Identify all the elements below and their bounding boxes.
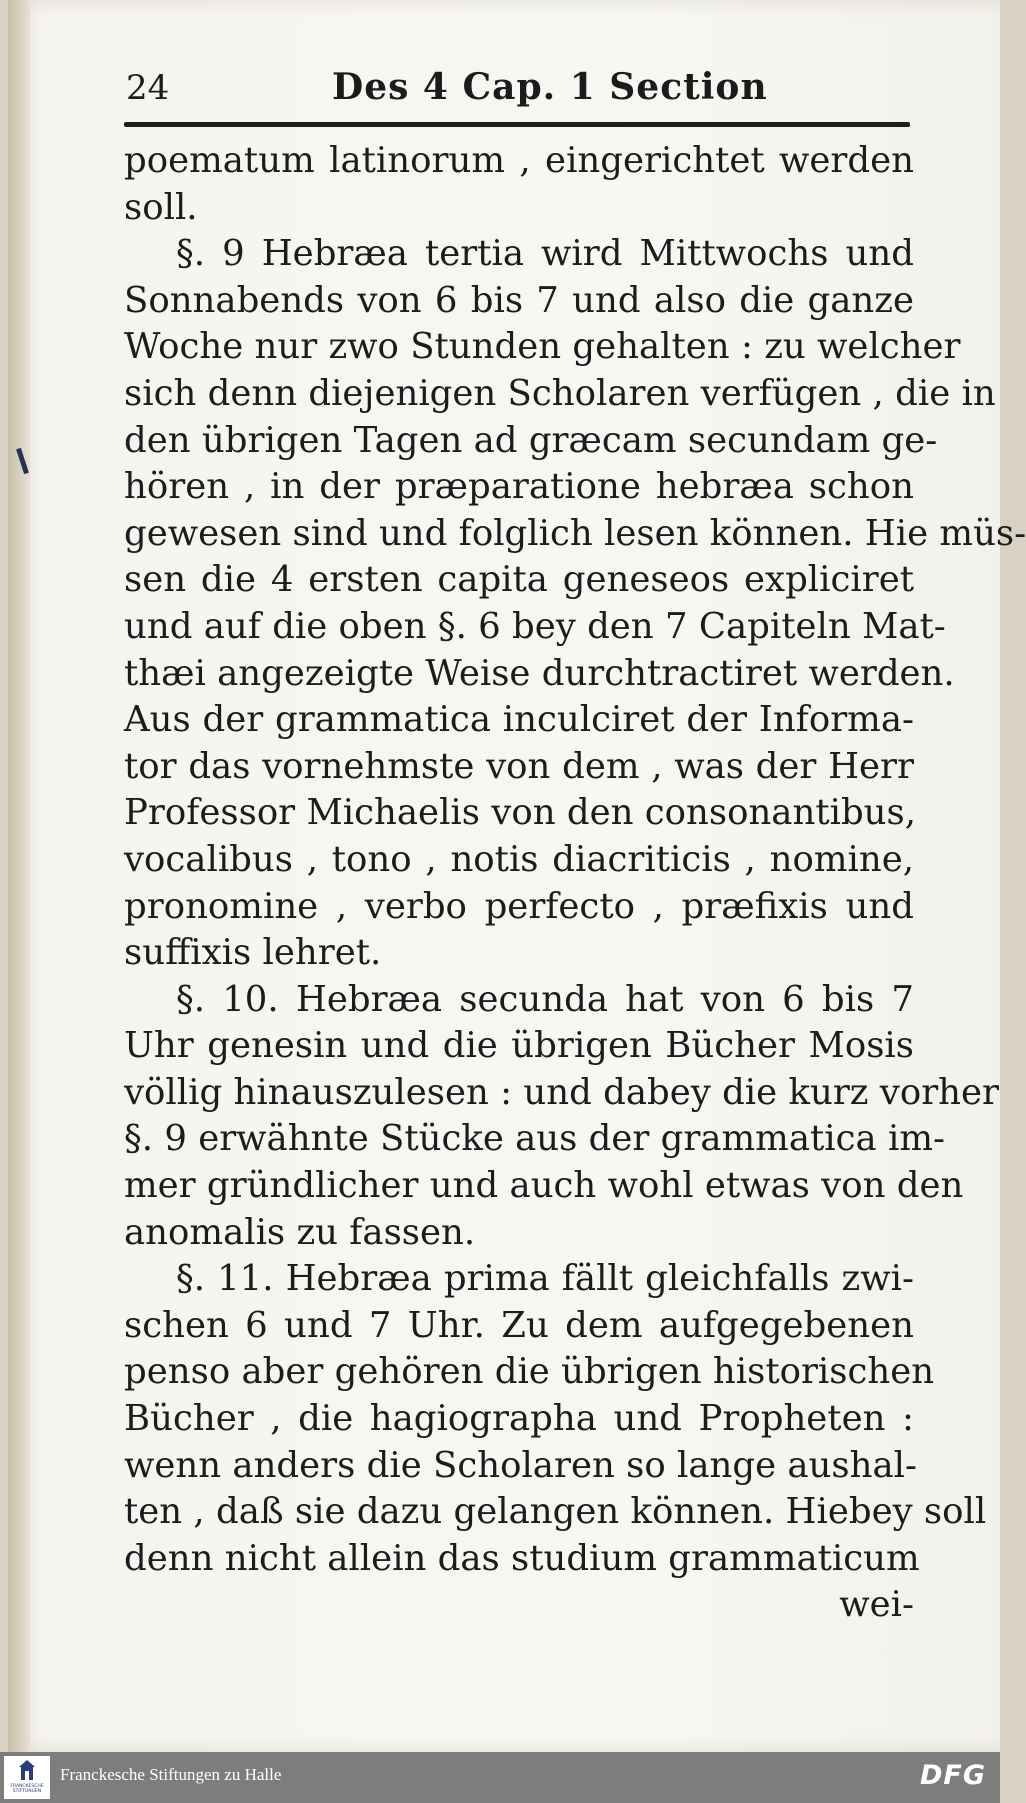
text-line: pronomine , verbo perfecto , præfixis und <box>124 885 914 927</box>
text-line: wenn anders die Scholaren so lange aushal- <box>124 1444 917 1486</box>
building-icon <box>19 1760 35 1782</box>
body-text <box>124 138 1026 1629</box>
page-spine <box>8 0 30 1752</box>
logo-text: FRANCKESCHE STIFTUNGEN <box>10 1784 44 1794</box>
text-line: und auf die oben §. 6 bey den 7 Capiteln Mat- <box>124 605 946 647</box>
text-line: soll. <box>124 186 198 228</box>
text-line: völlig hinauszulesen : und dabey die kurz vorher <box>124 1071 1000 1113</box>
scanned-page <box>8 0 1026 1752</box>
franckesche-stiftungen-logo-icon[interactable] <box>4 1756 50 1799</box>
running-title: Des 4 Cap. 1 Section <box>332 66 768 108</box>
text-line: §. 9 Hebræa tertia wird Mittwochs und <box>176 233 914 275</box>
text-line: Professor Michaelis von den consonantibus, <box>124 792 917 834</box>
text-line: suffixis lehret. <box>124 932 382 974</box>
text-line: §. 10. Hebræa secunda hat von 6 bis 7 <box>176 978 914 1020</box>
institution-name[interactable]: Franckesche Stiftungen zu Halle <box>60 1765 282 1784</box>
header-rule <box>124 122 910 127</box>
text-line: tor das vornehmste von dem , was der Herr <box>124 745 914 787</box>
text-line: anomalis zu fassen. <box>124 1211 476 1253</box>
text-line: mer gründlicher und auch wohl etwas von den <box>124 1165 964 1207</box>
viewer-footer <box>0 1752 1000 1803</box>
text-line: gewesen sind und folglich lesen können. Hie müs- <box>124 512 1026 554</box>
catchword: wei- <box>839 1584 914 1626</box>
text-line: vocalibus , tono , notis diacriticis , nomine, <box>124 838 914 880</box>
text-line: hören , in der præparatione hebræa schon <box>124 466 914 508</box>
text-line: thæi angezeigte Weise durchtractiret werden. <box>124 652 955 694</box>
text-line: sich denn diejenigen Scholaren verfügen , die in <box>124 372 996 414</box>
text-line: ten , daß sie dazu gelangen können. Hiebey soll <box>124 1491 987 1533</box>
text-line: Aus der grammatica inculciret der Informa- <box>124 699 914 741</box>
text-line: denn nicht allein das studium grammaticum <box>124 1537 920 1579</box>
text-line: Woche nur zwo Stunden gehalten : zu welcher <box>124 326 961 368</box>
page-number: 24 <box>126 68 170 108</box>
text-line: Uhr genesin und die übrigen Bücher Mosis <box>124 1025 914 1067</box>
text-line: Bücher , die hagiographa und Propheten : <box>124 1398 914 1440</box>
text-line: penso aber gehören die übrigen historischen <box>124 1351 935 1393</box>
page-header <box>126 62 908 120</box>
text-line: §. 11. Hebræa prima fällt gleichfalls zwi- <box>176 1258 914 1300</box>
text-line: den übrigen Tagen ad græcam secundam ge- <box>124 419 938 461</box>
text-line: Sonnabends von 6 bis 7 und also die ganze <box>124 279 914 321</box>
text-line: poematum latinorum , eingerichtet werden <box>124 140 914 181</box>
text-line: §. 9 erwähnte Stücke aus der grammatica im- <box>124 1118 945 1160</box>
dfg-logo[interactable]: DFG <box>919 1760 986 1791</box>
text-line: schen 6 und 7 Uhr. Zu dem aufgegebenen <box>124 1304 914 1346</box>
text-line: sen die 4 ersten capita geneseos expliciret <box>124 559 914 601</box>
